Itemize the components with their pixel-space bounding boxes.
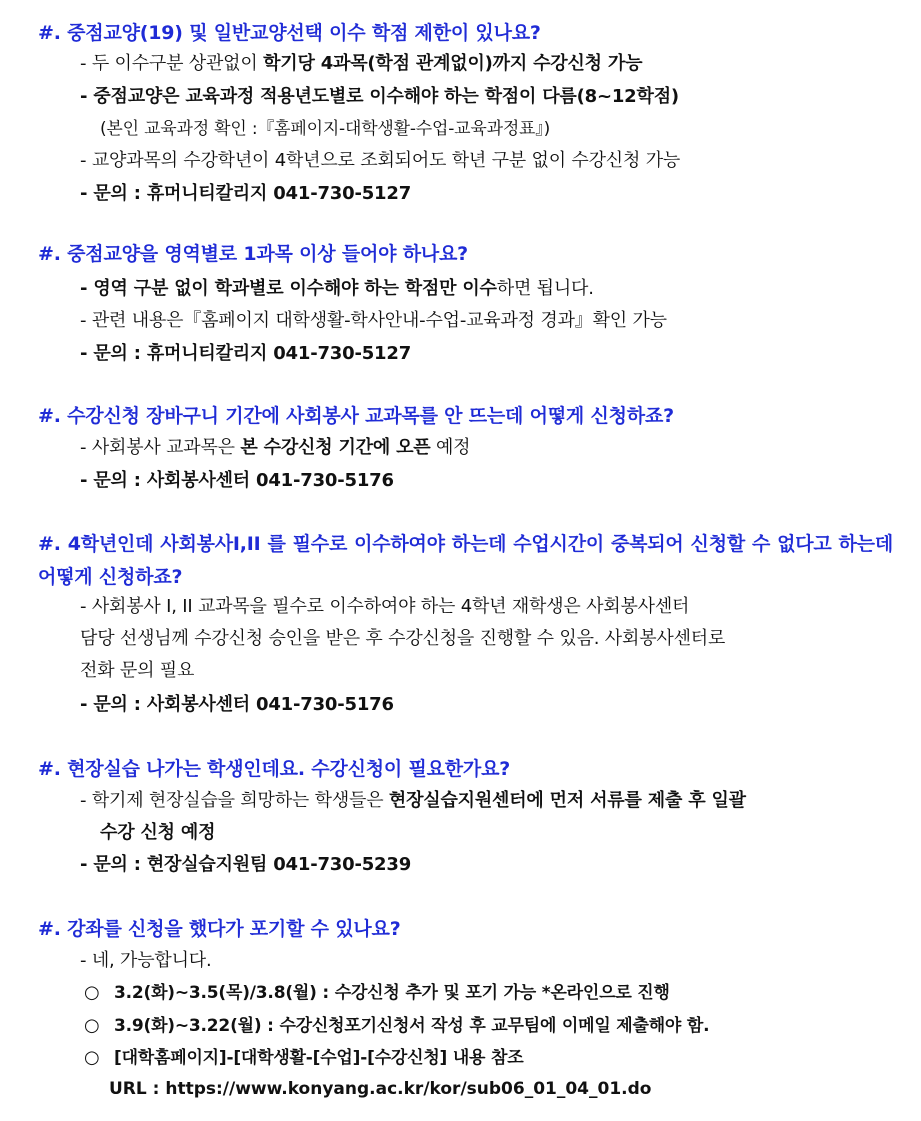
answer-1-line-4: - 교양과목의 수강학년이 4학년으로 조회되어도 학년 구분 없이 수강신청 가능 [80, 150, 681, 171]
question-5: #. 현장실습 나가는 학생인데요. 수강신청이 필요한가요? [38, 758, 511, 780]
contact-1: - 문의 : 휴머니티칼리지 041-730-5127 [80, 183, 412, 204]
question-4: #. 4학년인데 사회봉사I,II 를 필수로 이수하여야 하는데 수업시간이 중복되어 신청할 수 없다고 하는데 어떻게 신청하죠? [38, 533, 893, 588]
answer-1-line-3: (본인 교육과정 확인 :『홈페이지-대학생활-수업-교육과정표』) [100, 119, 551, 139]
bullet-item-2: 3.9(화)~3.22(월) : 수강신청포기신청서 작성 후 교무팀에 이메일 제출해야 함. [114, 1016, 710, 1036]
circle-bullet-icon: ○ [84, 1015, 100, 1036]
question-6: #. 강좌를 신청을 했다가 포기할 수 있나요? [38, 918, 401, 940]
answer-6-line-1: - 네, 가능합니다. [80, 950, 212, 971]
text: 하면 됩니다. [496, 278, 594, 299]
contact-4: - 문의 : 사회봉사센터 041-730-5176 [80, 694, 394, 715]
answer-3-line-1 [80, 435, 470, 461]
answer-4-line-2: 담당 선생님께 수강신청 승인을 받은 후 수강신청을 진행할 수 있음. 사회봉사센터로 [80, 628, 726, 649]
contact-5: - 문의 : 현장실습지원팀 041-730-5239 [80, 854, 412, 875]
question-3: #. 수강신청 장바구니 기간에 사회봉사 교과목를 안 뜨는데 어떻게 신청하죠? [38, 405, 674, 427]
text: - 두 이수구분 상관없이 [80, 53, 264, 74]
emphasis: 본 수강신청 기간에 오픈 [240, 437, 431, 458]
answer-1-line-2: - 중점교양은 교육과정 적용년도별로 이수해야 하는 학점이 다름(8~12학점) [80, 86, 679, 107]
emphasis: 현장실습지원센터에 먼저 서류를 제출 후 일괄 [388, 790, 746, 811]
circle-bullet-icon: ○ [84, 982, 100, 1003]
text: 예정 [430, 437, 471, 458]
reference-url[interactable]: URL : https://www.konyang.ac.kr/kor/sub06_01_04_01.do [109, 1079, 652, 1099]
answer-4-line-3: 전화 문의 필요 [80, 660, 195, 681]
text: - 학기제 현장실습을 희망하는 학생들은 [80, 790, 389, 811]
contact-3: - 문의 : 사회봉사센터 041-730-5176 [80, 470, 394, 491]
circle-bullet-icon: ○ [84, 1047, 100, 1068]
answer-4-line-1: - 사회봉사 I, II 교과목을 필수로 이수하여야 하는 4학년 재학생은 사회봉사센터 [80, 596, 690, 617]
text: - 사회봉사 교과목은 [80, 437, 241, 458]
contact-2: - 문의 : 휴머니티칼리지 041-730-5127 [80, 343, 412, 364]
answer-2-line-1 [80, 276, 594, 302]
emphasis: 학기당 4과목(학점 관계없이)까지 수강신청 가능 [263, 53, 643, 74]
answer-1-line-1 [80, 51, 642, 77]
emphasis: - 영역 구분 없이 학과별로 이수해야 하는 학점만 이수 [80, 278, 497, 299]
answer-5-line-2: 수강 신청 예정 [100, 822, 216, 843]
bullet-item-3: [대학홈페이지]-[대학생활-[수업]-[수강신청] 내용 참조 [114, 1048, 524, 1068]
answer-2-line-2: - 관련 내용은『홈페이지 대학생활-학사안내-수업-교육과정 경과』확인 가능 [80, 310, 667, 331]
bullet-item-1: 3.2(화)~3.5(목)/3.8(월) : 수강신청 추가 및 포기 가능 *온라인으로 진행 [114, 983, 670, 1003]
question-1: #. 중점교양(19) 및 일반교양선택 이수 학점 제한이 있나요? [38, 22, 541, 44]
answer-5-line-1 [80, 788, 746, 814]
question-2: #. 중점교양을 영역별로 1과목 이상 들어야 하나요? [38, 243, 468, 265]
